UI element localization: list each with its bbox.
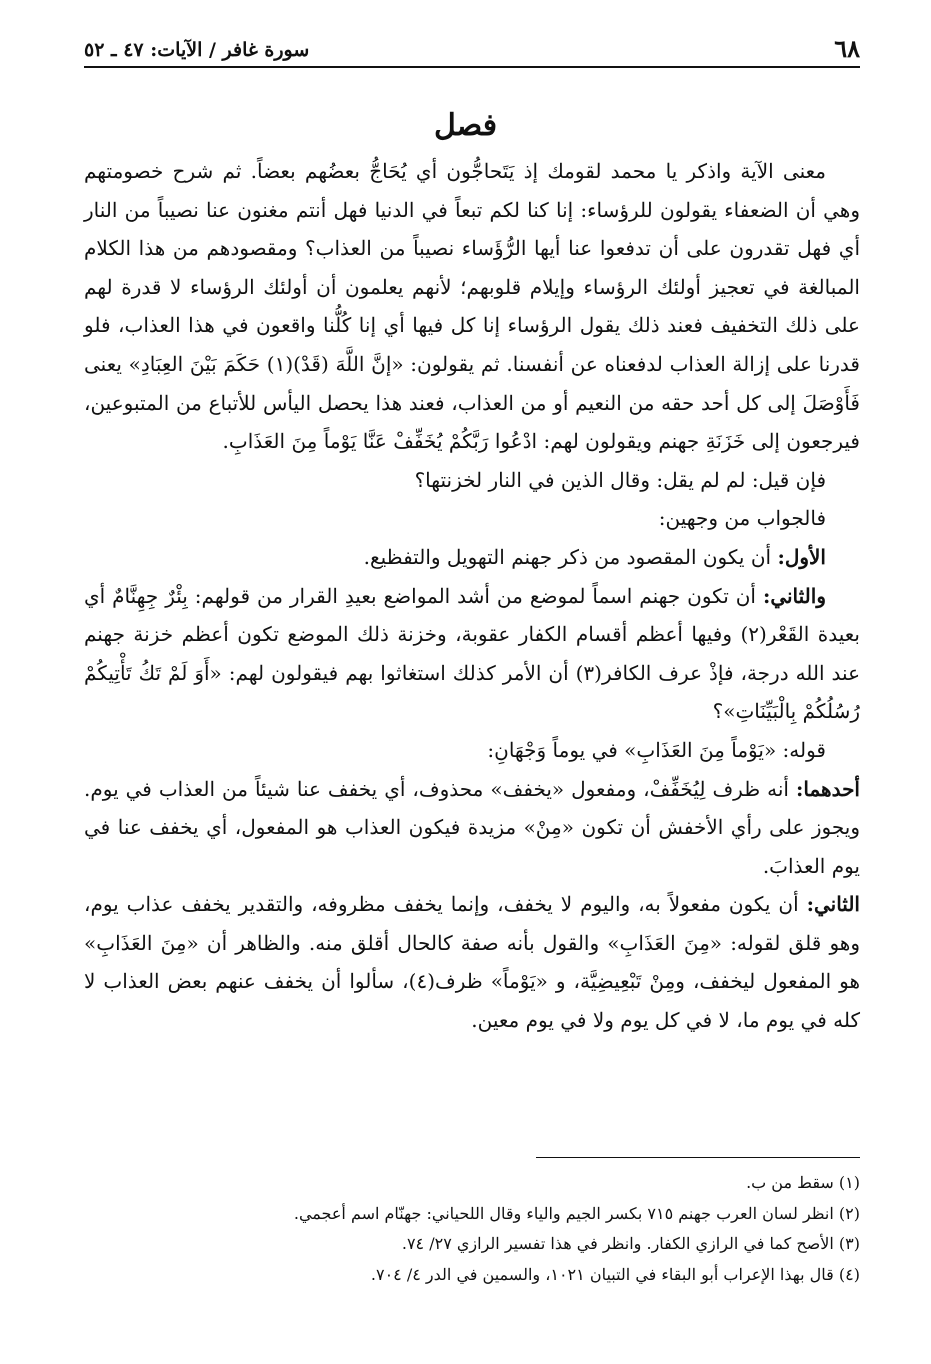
paragraph — [84, 461, 860, 500]
paragraph-lead: والثاني: — [762, 583, 826, 608]
paragraph — [84, 770, 860, 886]
paragraph-text: فإن قيل: لم لم يقل: وقال الذين في النار لخزنتها؟ — [414, 467, 826, 492]
paragraph-text: أنه ظرف لِيُخَفِّفْ، ومفعول «يخفف» محذوف، أي يخفف عنا شيئاً من العذاب في يوم. ويجوز على رأي الأخفش أن تكون «مِنْ» مزيدة فيكون العذاب هو المفعول، أي يخفف عنا في يوم العذابَ. — [84, 776, 860, 878]
paragraph — [84, 577, 860, 731]
paragraph-text: أن يكون مفعولاً به، واليوم لا يخفف، وإنما يخفف مظروفه، والتقدير يخفف عذاب يوم، وهو قلق لقوله: «مِنَ العَذَابِ» والقول بأنه صفة كالحال أقلق منه. والظاهر أن «مِنَ العَذَابِ» هو المفعول ليخفف، ومِنْ تَبْعِيضِيَّة، و «يَوْماً» ظرف(٤)، سألوا أن يخفف عنهم بعض العذاب لا كله في يوم ما، لا في كل يوم ولا في يوم معين. — [84, 892, 861, 1033]
page-number: ٦٨ — [834, 34, 860, 63]
footnote-rule — [536, 1157, 860, 1158]
paragraph-text: معنى الآية واذكر يا محمد لقومك إذ يَتَحاجُّون أي يُحَاجُّ بعضُهم بعضاً. ثم شرح خصومتهم وهي أن الضعفاء يقولون للرؤساء: إنا كنا لكم تبعاً في الدنيا فهل أنتم مغنون عنا نصيباً من النار أي فهل تقدرون على أن تدفعوا عنا أيها الرُّؤَساء نصيباً من العذاب؟ ومقصودهم من هذا الكلام المبالغة في تعجيز أولئك الرؤساء وإيلام قلوبهم؛ لأنهم يعلمون أن أولئك الرؤساء لا قدرة لهم على ذلك التخفيف فعند ذلك يقول الرؤساء إنا كل فيها أي إنا كُلُّنا واقعون في هذا العذاب، فلو قدرنا على إزالة العذاب لدفعناه عن أنفسنا. ثم يقولون: «إنَّ اللَّهَ (قَدْ)(١) حَكَمَ بَيْنَ العِبَادِ» يعنى فَأَوْصَلَ إلى كل أحد حقه من النعيم أو من العذاب، فعند هذا يحصل اليأس للأتباع من المتبوعين، فيرجعون إلى خَزَنَةِ جهنم ويقولون لهم: ادْعُوا رَبَّكُمْ يُخَفِّفْ عَنَّا يَوْماً مِنَ العَذَابِ. — [84, 159, 860, 454]
paragraph-text: فالجواب من وجهين: — [658, 506, 826, 531]
header-rule — [84, 66, 860, 68]
paragraph-lead: أحدهما: — [795, 776, 860, 801]
footnote: (٢) انظر لسان العرب جهنم ٧١٥ بكسر الجيم والياء وقال اللحياني: جهنّام اسم أعجمي. — [293, 1203, 860, 1223]
paragraph — [84, 885, 860, 1039]
paragraph-text: أن تكون جهنم اسماً لموضع من أشد المواضع بعيدِ القرار من قولهم: بِئْرٌ جِهِنَّامٌ أي بعيدة القَعْر(٢) وفيها أعظم أقسام الكفار عقوبة، وخزنة ذلك الموضع تكون أعظم خزنة جهنم عند الله درجة، فإذْ عرف الكافر(٣) أن الأمر كذلك استغاثوا بهم فيقولون لهم: «أَوَ لَمْ تَكُ تَأْتِيكُمْ رُسُلُكُمْ بِالْبَيِّنَاتِ»؟ — [84, 583, 860, 724]
running-head-title: سورة غافر / الآيات: ٤٧ ـ ٥٢ — [84, 39, 310, 61]
paragraph — [84, 538, 860, 577]
footnote: (١) سقط من ب. — [746, 1173, 860, 1192]
paragraph-text: قوله: «يَوْماً مِنَ العَذَابِ» في يوماً وَجْهَانِ: — [487, 737, 826, 762]
paragraph-lead: الثاني: — [806, 892, 860, 917]
main-text — [84, 152, 860, 1040]
footnotes — [84, 1168, 860, 1290]
section-title: فصل — [433, 108, 498, 143]
footnote: (٣) الأصح كما في الرازي الكفار. وانظر في هذا تفسير الرازي ٢٧/ ٧٤. — [401, 1234, 860, 1253]
paragraph — [84, 152, 860, 461]
paragraph — [84, 499, 860, 538]
paragraph-text: أن يكون المقصود من ذكر جهنم التهويل والتفظيع. — [363, 544, 778, 569]
paragraph — [84, 731, 860, 770]
paragraph-lead: الأول: — [777, 544, 826, 569]
running-head — [84, 34, 860, 66]
footnote: (٤) قال بهذا الإعراب أبو البقاء في التبيان ١٠٢١، والسمين في الدر ٤/ ٧٠٤. — [370, 1264, 860, 1284]
